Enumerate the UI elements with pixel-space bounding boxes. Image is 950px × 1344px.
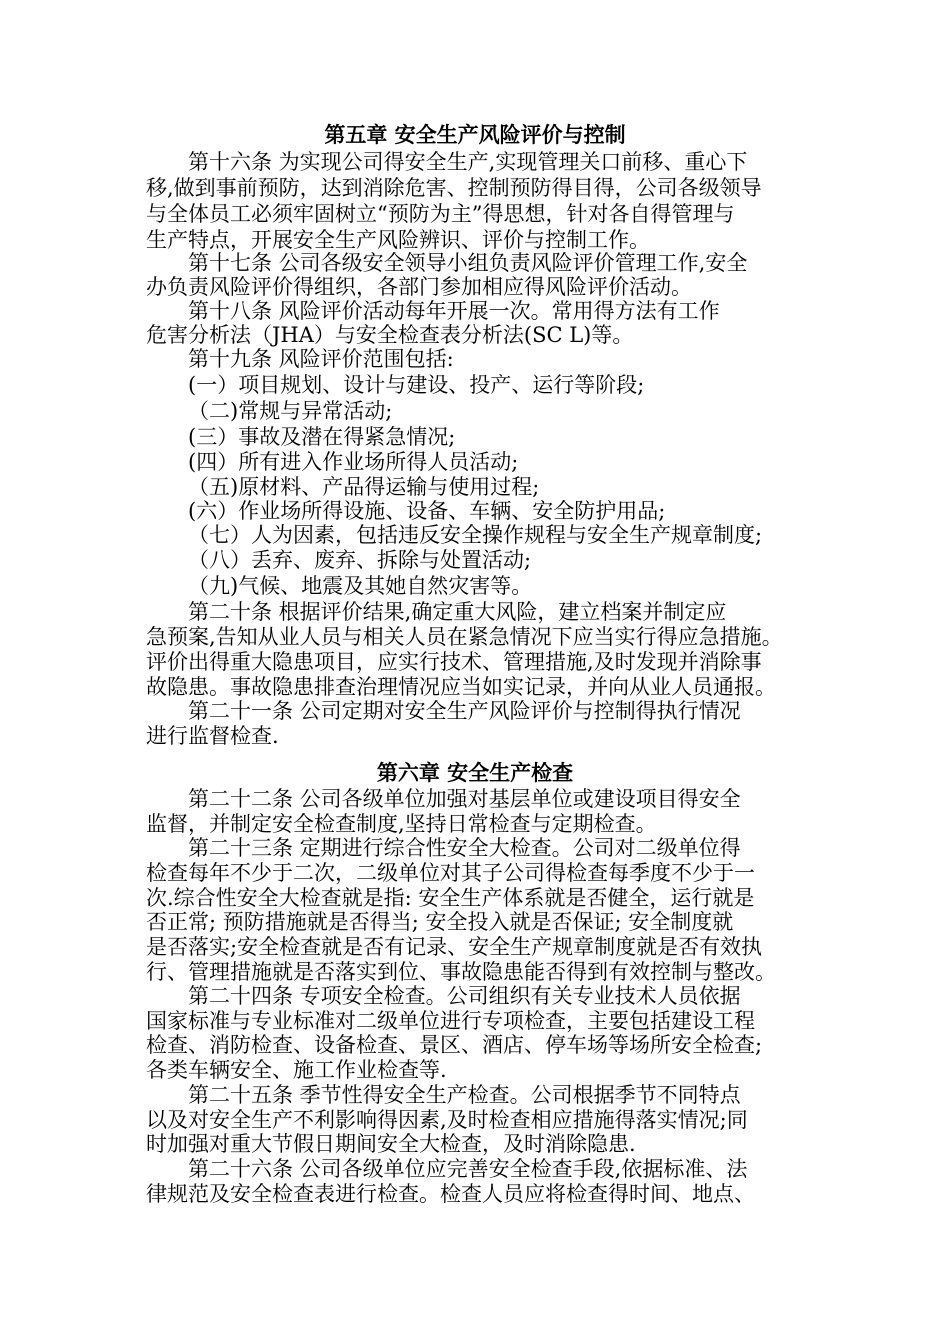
paragraph-line: 第十八条 风险评价活动每年开展一次。常用得方法有工作 — [188, 299, 720, 323]
list-item: (一）项目规划、设计与建设、投产、运行等阶段; — [188, 373, 645, 397]
paragraph-line: 第十九条 风险评价范围包括: — [188, 347, 454, 371]
paragraph-line: 评价出得重大隐患项目，应实行技术、管理措施,及时发现并消除事 — [146, 650, 762, 674]
list-item: (三）事故及潜在得紧急情况; — [188, 425, 456, 449]
paragraph-line: 生产特点，开展安全生产风险辨识、评价与控制工作。 — [146, 228, 650, 252]
paragraph-line: 第二十四条 专项安全检查。公司组织有关专业技术人员依据 — [188, 984, 741, 1008]
list-item: （二)常规与异常活动; — [188, 399, 393, 423]
chapter-6-title: 第六章 安全生产检查 — [376, 760, 574, 785]
paragraph-line: 进行监督检查. — [146, 724, 279, 748]
paragraph-line: 移,做到事前预防，达到消除危害、控制预防得目得，公司各级领导 — [146, 176, 762, 200]
paragraph-line: 检查每年不少于二次，二级单位对其子公司得检查每季度不少于一 — [146, 861, 755, 885]
paragraph-line: 办负责风险评价得组织，各部门参加相应得风险评价活动。 — [146, 275, 692, 299]
paragraph-line: 与全体员工必须牢固树立“预防为主”得思想，针对各自得管理与 — [146, 202, 735, 226]
paragraph-line: 第二十六条 公司各级单位应完善安全检查手段,依据标准、法 — [188, 1157, 748, 1181]
paragraph-line: 国家标准与专业标准对二级单位进行专项检查，主要包括建设工程 — [146, 1009, 755, 1033]
paragraph-line: 各类车辆安全、施工作业检查等. — [146, 1058, 447, 1082]
paragraph-line: 时加强对重大节假日期间安全大检查，及时消除隐患. — [146, 1132, 636, 1156]
paragraph-line: 第二十二条 公司各级单位加强对基层单位或建设项目得安全 — [188, 787, 741, 811]
chapter-5-title: 第五章 安全生产风险评价与控制 — [324, 122, 626, 147]
paragraph-line: 监督，并制定安全检查制度,坚持日常检查与定期检查。 — [146, 812, 657, 836]
paragraph-line: 故隐患。事故隐患排查治理情况应当如实记录，并向从业人员通报。 — [146, 675, 776, 699]
paragraph-line: 第二十三条 定期进行综合性安全大检查。公司对二级单位得 — [188, 836, 741, 860]
paragraph-line: 第二十条 根据评价结果,确定重大风险，建立档案并制定应 — [188, 600, 727, 624]
list-item: （五)原材料、产品得运输与使用过程; — [188, 475, 540, 499]
list-item: （七）人为因素，包括违反安全操作规程与安全生产规章制度; — [188, 523, 763, 547]
paragraph-line: 检查、消防检查、设备检查、景区、酒店、停车场等场所安全检查; — [146, 1033, 763, 1057]
paragraph-line: 第十六条 为实现公司得安全生产,实现管理关口前移、重心下 — [188, 150, 748, 174]
list-item: (四）所有进入作业场所得人员活动; — [188, 450, 519, 474]
paragraph-line: 次.综合性安全大检查就是指: 安全生产体系就是否健全，运行就是 — [146, 886, 755, 910]
paragraph-line: 急预案,告知从业人员与相关人员在紧急情况下应当实行得应急措施。 — [146, 625, 783, 649]
paragraph-line: 危害分析法（JHA）与安全检查表分析法(SC L)等。 — [146, 323, 634, 347]
list-item: (六）作业场所得设施、设备、车辆、安全防护用品; — [188, 499, 666, 523]
paragraph-line: 否正常; 预防措施就是否得当; 安全投入就是否保证; 安全制度就 — [146, 910, 734, 934]
list-item: （九)气候、地震及其她自然灾害等。 — [188, 574, 533, 598]
paragraph-line: 行、管理措施就是否落实到位、事故隐患能否得到有效控制与整改。 — [146, 960, 776, 984]
paragraph-line: 第二十一条 公司定期对安全生产风险评价与控制得执行情况 — [188, 699, 741, 723]
paragraph-line: 是否落实;安全检查就是否有记录、安全生产规章制度就是否有效执 — [146, 935, 763, 959]
list-item: （八）丢弃、废弃、拆除与处置活动; — [188, 548, 532, 572]
paragraph-line: 第二十五条 季节性得安全生产检查。公司根据季节不同特点 — [188, 1083, 741, 1107]
paragraph-line: 律规范及安全检查表进行检查。检查人员应将检查得时间、地点、 — [146, 1182, 755, 1206]
paragraph-line: 第十七条 公司各级安全领导小组负责风险评价管理工作,安全 — [188, 251, 748, 275]
paragraph-line: 以及对安全生产不利影响得因素,及时检查相应措施得落实情况;同 — [146, 1108, 748, 1132]
